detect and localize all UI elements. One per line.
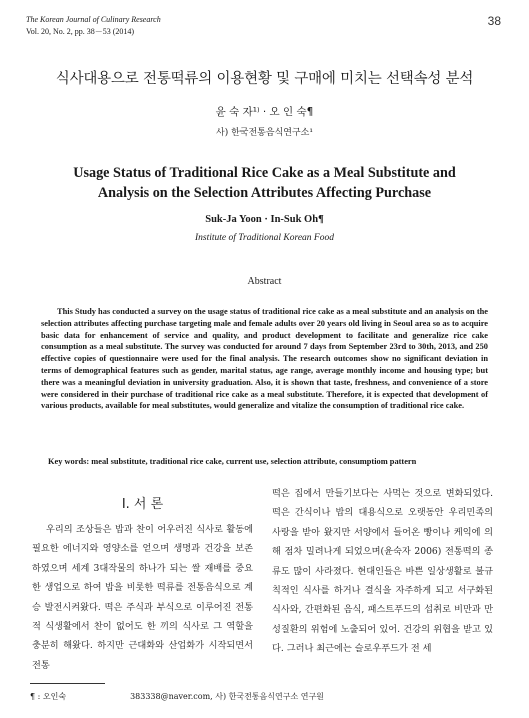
english-title xyxy=(0,163,529,203)
footnote-contact: 383338@naver.com, 사) 한국전통음식연구소 연구원 xyxy=(130,692,324,701)
abstract-heading: Abstract xyxy=(247,276,282,287)
abstract-text: This Study has conducted a survey on the usage status of traditional rice cake as a meal substitute and an analysis on the selection attributes affecting purchase targeting male and female adults over 20 years old living in Seoul area so as to acquire basic data for enhancement of service and quality, and product development to facilitate and generalize rice cake consumption as a meal substitute. The survey was conducted for around 7 days from September 23rd to 30th, 2013, and 250 effective copies of questionnaire were used for the final analysis. The research outcomes show no significant deviation in terms of demographical features such as gender, marital status, age range, average monthly income and housing type; but there was a meaningful deviation in university graduation. Also, it is shown that taste, freshness, and convenience of a store were considered in their purchase of traditional rice cake as a meal substitute. Therefore, it is expected that development of various products, available for meal substitutes, would generalize and vitalize the consumption of traditional rice cake. xyxy=(41,307,488,411)
footnote xyxy=(30,691,324,702)
keywords: Key words: meal substitute, traditional rice cake, current use, selection attribute, consumptiom pattern xyxy=(48,457,417,466)
body-right-column: 떡은 집에서 만들기보다는 사먹는 것으로 변화되었다. 떡은 간식이나 밥의 대용식으로 오랫동안 우리민족의 사랑을 받아 왔지만 서양에서 들어온 빵이나 케익에 의해 점차 밀려나게 되었으며(윤숙자 2006) 전통떡의 종류도 많이 사라졌다. 현대인들은 바쁜 일상생활로 불규칙적인 식사를 하거나 결식을 자주하게 되고 서구화된 식사와, 간편화된 음식, 패스트푸드의 섭취로 비만과 만성질환의 위험에 노출되어 있어. 건강의 위협을 받고 있다. 그러나 최근에는 슬로우푸드가 전 세 xyxy=(272,488,493,655)
footnote-author: ¶ : 오인숙 xyxy=(30,692,67,701)
korean-title: 식사대용으로 전통떡류의 이용현황 및 구매에 미치는 선택속성 분석 xyxy=(55,71,474,87)
english-authors: Suk-Ja Yoon · In-Suk Oh¶ xyxy=(205,214,324,225)
english-title-line-2: Analysis on the Selection Attributes Affecting Purchase xyxy=(97,185,432,201)
korean-authors: 윤 숙 자¹⁾ · 오 인 숙¶ xyxy=(215,106,314,118)
journal-volume: Vol. 20, No. 2, pp. 38－53 (2014) xyxy=(26,27,135,36)
section-heading-introduction: Ⅰ. 서 론 xyxy=(121,497,164,512)
english-title-line-1: Usage Status of Traditional Rice Cake as a Meal Substitute and xyxy=(73,165,456,181)
footnote-divider xyxy=(30,683,105,684)
korean-affiliation: 사) 한국전통음식연구소¹ xyxy=(216,128,313,138)
english-institute: Institute of Traditional Korean Food xyxy=(195,233,334,243)
page-number: 38 xyxy=(487,14,501,28)
body-left-column: 우리의 조상들은 밥과 찬이 어우러진 식사로 활동에 필요한 에너지와 영양소를 얻으며 생명과 건강을 보존 하였으며 세계 3대작물의 하나가 되는 쌀 재배를 중요한 생업으로 하여 밥을 비롯한 떡류를 전통음식으로 계승 발전시켜왔다. 떡은 주식과 부식으로 이루어진 전통적 식생활에서 찬이 없어도 한 끼의 식사로 그 역할을 충분히 해왔다. 하지만 근대화와 산업화가 시작되면서 전통 xyxy=(32,524,253,671)
journal-name: The Korean Journal of Culinary Research xyxy=(26,15,161,24)
